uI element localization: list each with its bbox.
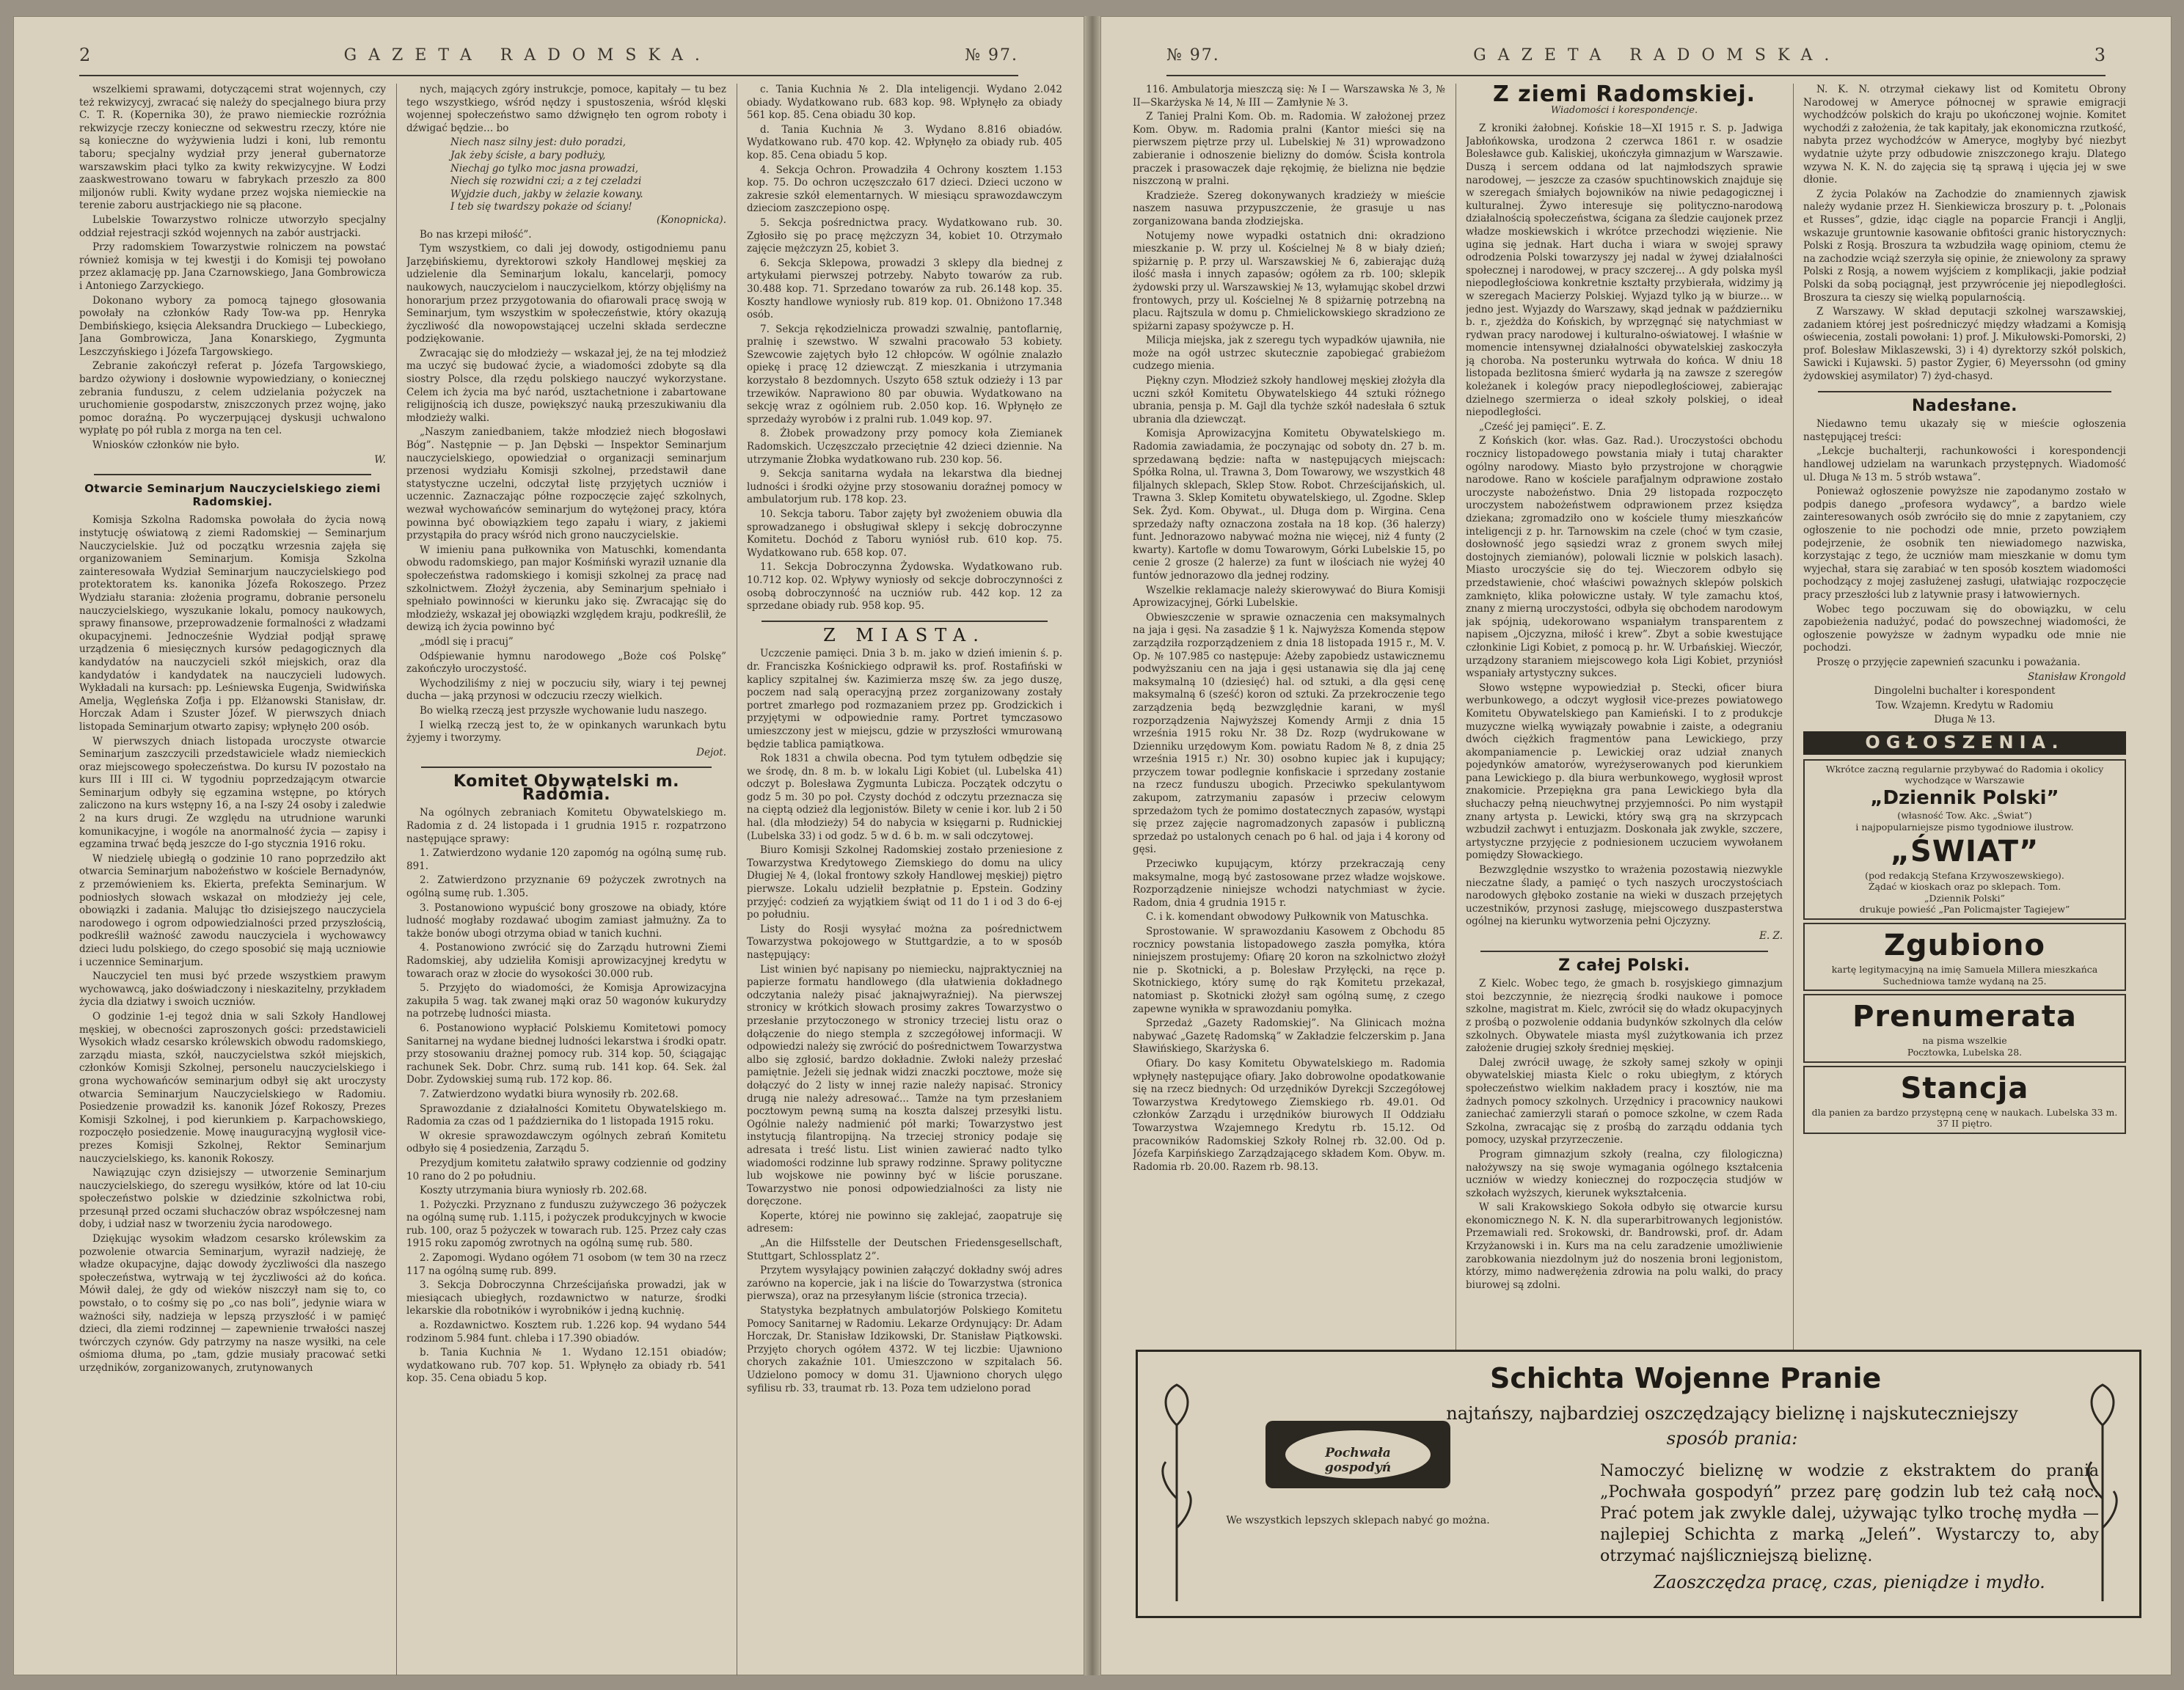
ad-zgubiono bbox=[1803, 923, 2126, 991]
article-paragraph: 9. Sekcja sanitarna wydała na lekarstwa dla biednej ludności i środki ożyjne przy stosowaniu doraźnej pomocy w ambulatorjum rub. 178 kop. 23. bbox=[747, 468, 1062, 506]
verse-line: Niech nasz silny jest: duło poradzi, bbox=[450, 136, 627, 149]
article-paragraph: Dziękując wysokim władzom cesarsko królewskim za pozwolenie otwarcia Seminarjum, wyraził nadzieję, że władze okupacyjne, dając dowody życzliwości dla naszego społeczeństwa, wytrwają w tej życzliwości aż do końca. Mówił dalej, że gdy od wieków niszczył nam się to, co powstało, o to cośmy się po „co nas boli”, jedynie wiara w ważności siły, nadzieja w lepszą przyszłość i w pamięć dzieci, dla ziemi rodzinnej — zapewnienie trwałości naszej twórczych czynów. Gdy patrzymy na nasze wysiłki, na cele ośmioma dłuma, po „tam, gdzie musiały pracować setki urzędników, zorganizowanych, zrutynowanych bbox=[79, 1233, 386, 1374]
column-rule bbox=[1793, 84, 1794, 1360]
article-paragraph: Listy do Rosji wysyłać można za pośrednictwem Towarzystwa pokojowego w Stuttgardzie, a to w sposób następujący: bbox=[747, 923, 1062, 961]
article-paragraph: N. K. N. otrzymał ciekawy list od Komitetu Obrony Narodowej w Ameryce północnej w sprawie emigracji wychodźców polskich do kraju po ukończonej wojnie. Komitet wychodźi z założenia, że tak kapitały, jak ekonomiczna rzutkość, nabyta przez wychodźców w Ameryce, mogłyby być niezbyt wydatnie użyte przy odbudowie zniszczonego kraju. Dlatego wzywa N. K. N. do zajęcia się tą sprawą i ujęcia jej w swe dłonie. bbox=[1803, 84, 2126, 186]
issue-number: № 97. bbox=[965, 45, 1018, 65]
article-paragraph: Sprawozdanie z działalności Komitetu Obywatelskiego m. Radomia za czas od 1 października do 1 listopada 1915 roku. bbox=[406, 1102, 726, 1128]
article-paragraph: Lubelskie Towarzystwo rolnicze utworzyło specjalny oddział rejestracji szkód wojennych na zabór austrjacki. bbox=[79, 213, 386, 239]
article-paragraph: 1. Pożyczki. Przyznano z funduszu zużywczego 36 pożyczek na ogólną sumę rub. 1.115, i pożyczek produkcyjnych w kwocie rub. 100, oraz 5 pożyczek w towarach rub. 125. Przez cały czas 1915 roku zapomóg zwrotnych na ogólną sumę rub. 580. bbox=[406, 1199, 726, 1250]
article-paragraph: Statystyka bezpłatnych ambulatorjów Polskiego Komitetu Pomocy Sanitarnej w Radomiu. Lekarze Ordynujący: Dr. Adam Horczak, Dr. Stanisław Idzikowski, Dr. Stanisław Piątkowski. Przyjęto chorych ogółem 4372. W tej liczbie: Ujawniono chorych zakaźnie 101. Umieszczono w szpitalach 56. Udzielono pomocy w domu 31. Ujawniono chorych ulęgo syfilisu rb. 33, traumat rb. 13. Poza tem udzielono porad bbox=[747, 1305, 1062, 1394]
article-paragraph: Wobec tego poczuwam się do obowiązku, w celu zapobieżenia nadużyć, podać do powszechnej wiadomości, że ogłoszenie powyższe w żadnym wypadku ode mnie nie pochodzi. bbox=[1803, 603, 2126, 654]
flower-ornament-icon bbox=[1158, 1381, 1195, 1601]
article-paragraph: Tym wszystkiem, co dali jej dowody, ostigodniemu panu Jarzębińskiemu, dyrektorowi szkoły Handlowej męskiej za udzielenie dla Seminarjum lokalu, kancelarji, pomocy naukowych, nauczycielom i nauczycielkom, którzy objęliśmy na honorarjum przez przygotowania do ofiarowali pracę swoją w Seminarjum, tym wszystkim w społeczeństwie, który okazują życzliwość dla nowopowstającej uczelni składa serdeczne podziękowanie. bbox=[406, 243, 726, 345]
article-paragraph: O godzinie 1-ej tegoż dnia w sali Szkoły Handlowej męskiej, w obecności zaproszonych gości: przedstawicieli Wysokich władz cesarsko królewskich obwodu radomskiego, zarządu miasta, szkół, nauczycielstwa szkół miejskich, członków Komisji Szkolnej, personelu nauczycielskiego i grona wychowańców seminarjum odbył się akt uroczysty otwarcia Seminarjum Nauczycielskiego w Radomiu. Posiedzenie prowadził ks. kanonik Józef Rokoszy, Prezes Komisji Szkolnej, i pod kierunkiem p. Karpachowskiego, rozpoczęło posiedzenie. Mowę inauguracyjną wygłosił vice-prezes Komisji Szkolnej, Rektor Seminarjum nauczycielskiego, ks. kanonik Rokoszy. bbox=[79, 1010, 386, 1165]
verse-line: Jak żeby ścisłe, a bary podłuży, bbox=[450, 149, 606, 161]
signature: Stanisław Krongold bbox=[2027, 670, 2126, 683]
article-paragraph: 4. Sekcja Ochron. Prowadziła 4 Ochrony kosztem 1.153 kop. 75. Do ochron uczęszczało 617 dzieci. Dzieci uczono w zakresie szkół elementarnych. W miesiącu sprawozdawczym dzieciom zaszczepiono ospę. bbox=[747, 164, 1062, 215]
right-column-3 bbox=[1803, 84, 2126, 1360]
article-paragraph: 116. Ambulatorja mieszczą się: № I — Warszawska № 3, № II—Skarżyska № 14, № III — Zamłynie № 3. bbox=[1133, 84, 1445, 109]
masthead: GAZETA RADOMSKA. bbox=[1473, 45, 1841, 65]
article-headline: Komitet Obywatelski m. Radomia. bbox=[453, 772, 679, 804]
article-paragraph: Komisja Aprowizacyjna Komitetu Obywatelskiego m. Radomia zawiadamia, że poczynając od soboty dn. 27 b. m. sprzedawaną będzie: nafta w następujących miejscach: Spółka Rolna, ul. Trawna 3, Dom Towarowy, we wszystkich 48 filjalnych sklepach, Sklep Stow. Robot. Chrześcijańskich, ul. Trawna 3. Sklep Komitetu obywatelskiego, ul. Zgodne. Sklep Sek. Żyd. Kom. Obywat., ul. Długa dom p. Wirgina. Cena sprzedaży nafty oznaczona została na 18 kop. (36 halerzy) funt. Jednorazowo nabywać można nie więcej, niż 4 funty (2 kwarty). Kartofle w domu Towarowym, Górki Lubelskie 15, po cenie 2 grosze (2 halerze) za funt w ilościach nie wyżej 40 funtów jednorazowo dla jednej rodziny. bbox=[1133, 428, 1445, 582]
signature: Dejot. bbox=[696, 746, 726, 758]
article-paragraph: Prezydjum komitetu załatwiło sprawy codziennie od godziny 10 rano do 2 po południu. bbox=[406, 1157, 726, 1182]
article-paragraph: Zebranie zakończył referat p. Józefa Targowskiego, bardzo ożywiony i dosłownie wypowiedziany, o koniecznej zebrania funduszu, z celem udzielania pożyczek na uruchomienie gospodarstw, zniszczonych przez wojnę, jako pomoc doraźną. Po wyczerpującej dyskusji uchwalono wypłatę po pół rubla z morga na ten cel. bbox=[79, 360, 386, 437]
ad-text: Pocztowka, Lubelska 28. bbox=[1907, 1046, 2023, 1058]
verse-line: Niech się rozwidni czi; a z tej czeladzi bbox=[450, 175, 642, 188]
ad-text: drukuje powieść „Pan Policmajster Tagiejew” bbox=[1859, 904, 2070, 915]
ad-stancja bbox=[1803, 1066, 2126, 1134]
article-paragraph: Dokonano wybory za pomocą tajnego głosowania powołały na członków Rady Tow-wa pp. Henryka Dembińskiego, księcia Aleksandra Druckiego — Lubeckiego, Jana Gombrowicza, Jana Konarskiego, Zygmunta Leszczyńskiego i Józefa Targowskiego. bbox=[79, 294, 386, 358]
article-paragraph: Zwracając się do młodzieży — wskazał jej, że na tej młodzież ma uczyć się budować życie, a wiadomości zdobyte są dla siostry Polsce, dla rzędu polskiego nauczyć wykorzystane. Celem ich życia ma być naród, usztachetnione i zabartowane religijnością ich dusze, powiększyć nauką przeszukiwaniu dla młodzieży walki. bbox=[406, 347, 726, 424]
article-paragraph: „Cześć jej pamięci”. E. Z. bbox=[1479, 420, 1606, 433]
ad-text: i najpopularniejsze pismo tygodniowe ilustrow. bbox=[1855, 821, 2074, 833]
article-paragraph: Bezwzględnie wszystko to wrażenia pozostawią niezwykle nieczatne ślady, a pamięć o tych naszych uroczystościach narodowych głęboko zostanie na wieki w duszach przejętych uczestników, przynosi zasługę, miejscowego duszpasterstwa ogólnej na kierunku wytworzenia pełni Ojczyzny. bbox=[1466, 864, 1783, 928]
left-column-2 bbox=[406, 84, 726, 1668]
signature-detail: Tow. Wzajemn. Kredytu w Radomiu bbox=[1875, 699, 2054, 712]
ad-text: Żądać w kioskach oraz po sklepach. Tom. bbox=[1868, 881, 2061, 893]
article-paragraph: Dalej zwrócił uwagę, że szkoły samej szkoły w opinji obywatelskiej miasta Kielc o roku ubiegłym, z których społeczeństwo wielkim nakładem pracy i kosztów, nie ma żadnych pomocy szkolnych. Urzędnicy i pracownicy naukowi zaniechać zamierzyli starań o pomoce szkolne, w czem Rada Szkolna, zwracając się z prośbą do zarządu oddania tych pomocy, uzyskał przyrzeczenie. bbox=[1466, 1056, 1783, 1146]
article-paragraph: Piękny czyn. Młodzież szkoły handlowej męskiej złożyła dla uczni szkół Komitetu Obywatelskiego 44 sztuki różnego ubrania, pensja p. M. Gajl dla tychże szkół nadesłała 6 sztuk ubrania dla dziewcząt. bbox=[1133, 375, 1445, 425]
ad-title: „Dziennik Polski” bbox=[1870, 786, 2059, 809]
article-paragraph: Wychodziliśmy z niej w poczuciu siły, wiary i tej pewnej ducha — jaką przynosi w odczuciu rzeczy wielkich. bbox=[406, 677, 726, 703]
schichta-subtitle-2: sposób prania: bbox=[1666, 1428, 1798, 1449]
article-paragraph: Notujemy nowe wypadki ostatnich dni: okradziono mieszkanie p. W. przy ul. Kościelnej № 8 w biały dzień; spiżarnię p. P. przy ul. Warszawskiej № 6, zabierając dużą ilość masła i innych zapasów; ogółem za rb. 100; sklepik żydowski przy ul. Warszawskiej № 13, wyłamując skobel drzwi frontowych, przy ul. Kościelnej № 8 spiżarnię potrzebną na placu. Rajtszula w domu p. Chmielickowskiego skradziono ze spiżarni zapasy spożywcze p. H. bbox=[1133, 230, 1445, 332]
ad-text: (własność Tow. Akc. „Świat”) bbox=[1897, 810, 2032, 822]
article-paragraph: 3. Sekcja Dobroczynna Chrześcijańska prowadzi, jak w miesiącach ubiegłych, rozdawnictwo w naturze, środki lekarskie dla robotników i wyrobników i jedną kuchnię. bbox=[406, 1279, 726, 1317]
article-paragraph: a. Rozdawnictwo. Kosztem rub. 1.226 kop. 94 wydano 544 rodzinom 5.984 funt. chleba i 17.390 obiadów. bbox=[406, 1320, 726, 1345]
article-paragraph: Przytem wysyłający powinien załączyć dokładny swój adres zarówno na kopercie, jak i na liście do Towarzystwa (stronica pierwsza), oraz na przesyłanym liście (stronica trzecia). bbox=[747, 1265, 1062, 1303]
article-paragraph: Proszę o przyjęcie zapewnień szacunku i poważania. bbox=[1816, 656, 2081, 668]
masthead: GAZETA RADOMSKA. bbox=[343, 45, 712, 65]
schichta-title: Schichta Wojenne Pranie bbox=[1490, 1362, 1882, 1394]
article-paragraph: Milicja miejska, jak z szeregu tych wypadków ujawniła, nie może na ogół ustrzec skutecznie zapobiegać grabieżom cudzego mienia. bbox=[1133, 334, 1445, 373]
ad-title: Stancja bbox=[1900, 1071, 2029, 1105]
ad-prenumerata bbox=[1803, 994, 2126, 1062]
verse-line: I teb się twardszy pokaże od ściany! bbox=[450, 201, 632, 213]
section-divider bbox=[421, 767, 712, 768]
article-paragraph: 2. Zatwierdzono przyznanie 69 pożyczek zwrotnych na ogólną sumę rub. 1.305. bbox=[406, 874, 726, 900]
section-title: Z MIASTA. bbox=[823, 624, 986, 645]
article-paragraph: 11. Sekcja Dobroczynna Żydowska. Wydatkowano rub. 10.712 kop. 02. Wpływy wyniosły od sekcje dobroczynności z osobą dobroczynność na uczniów rub. 442 kop. 12 za sprzedane obiady rub. 958 kop. 95. bbox=[747, 561, 1062, 612]
column-rule bbox=[396, 84, 397, 1675]
article-paragraph: 7. Zatwierdzono wydatki biura wynosiły rb. 202.68. bbox=[420, 1088, 679, 1100]
article-paragraph: Nauczyciel ten musi być przede wszystkiem prawym wychowawcą, jako doświadczony i nieskazitelny, przykładem życia dla dziatwy i swoich uczniów. bbox=[79, 970, 386, 1009]
article-paragraph: Słowo wstępne wypowiedział p. Stecki, oficer biura werbunkowego, a odczyt wygłosił vice-prezes powiatowego Komitetu Obywatelskiego pan Kamieński. I to z produkcje muzyczne wielką wywiązały powabnie i zaiste, a odegraniu dwóch ciężkich fragmentów pana Lewickiego, przy akompaniamencie p. Lewickiej oraz udział znanych pojedynków amatorów, wyreżyserowanych pod kierunkiem pana Lewickiego p. dla biura werbunkowego, wygłosił wprost znakomicie. Przepiękna gra pana Lewickiego była dla słuchaczy pełną nieuchwytnej przyjemności. Po nim wystąpił znany artysta p. Lewicki, który swą grą na skrzypcach wzbudził zachwyt i entuzjazm. Doskonała jak zwykle, szczere, artystyczne przyjęcie z podniesionem uczuciem wywołanem pomiędzy Słowackiego. bbox=[1466, 681, 1783, 862]
ads-header: OGŁOSZENIA. bbox=[1803, 731, 2126, 755]
article-paragraph: 5. Sekcja pośrednictwa pracy. Wydatkowano rub. 30. Zgłosiło się po pracę mężczyzn 34, kobiet 10. Otrzymało zajęcie mężczyzn 25, kobiet 3. bbox=[747, 216, 1062, 255]
article-paragraph: Na ogólnych zebraniach Komitetu Obywatelskiego m. Radomia z d. 24 listopada i 1 grudnia 1915 r. rozpatrzono następujące sprawy: bbox=[406, 807, 726, 845]
article-paragraph: Komisja Szkolna Radomska powołała do życia nową instytucję oświatową z ziemi Radomskiej — Seminarjum Nauczycielskie. Już od początku wrzesnia zajęła się organizowaniem Seminarjum. Komisja Szkolna zainteresowała Wydział Seminarjum nauczycielskiego pod protektoratem ks. kanonika Józefa Rokoszego. Przez Wydziału starania: złożenia programu, dobranie personelu nauczycielskiego, wyszukanie lokalu, pomocy naukowych, sprawy finansowe, przeprowadzenie formalności z władzami okupacyjnemi. Jednocześnie Wydział podjął sprawę urządzenia 6 miesięcznych kursów pedagogicznych dla kandydatów na nauczycieli szkół miejskich, oraz dla kandydatów i kandydatek na nauczycieli ludowych. Wykładali na kursach: pp. Leśniewska Eugenja, Swidwińska Amelja, Węgleńska Zofja i pp. Elżanowski Stanisław, dr. Horczak Adam i Szuster Józef. W pierwszych dniach listopada Seminarjum otwarto zapisy; wpłynęło 200 osób. bbox=[79, 514, 386, 733]
signature: W. bbox=[374, 453, 386, 466]
ad-title: „ŚWIAT” bbox=[1890, 834, 2039, 868]
left-column-3 bbox=[747, 84, 1062, 1668]
article-paragraph: Rok 1831 a chwila obecna. Pod tym tytułem odbędzie się we środę, dn. 8 m. b. w lokalu Ligi Kobiet (ul. Lubelska 41) odczyt p. Bolesława Zygmunta Lubicza. Początek odczytu o godz 5 m. 30 po poł. Czysty dochód z odczytu przeznacza się na cięptą odzież dla legjonistów. Bilety w cenie i kor. lub 2 i 50 hal. (dla młodzieży) 54 do nabycia w księgarni p. Rudnickiej (Lubelska 33) i od godz. 5 w d. 6 b. m. w sali odczytowej. bbox=[747, 753, 1062, 842]
article-paragraph: Przy radomskiem Towarzystwie rolniczem na powstać również komisja w tej kwestji i do Komisji tej powołano przez aklamację pp. Jana Czarnowskiego, Jana Gombrowicza i Antoniego Zarzyckiego. bbox=[79, 241, 386, 292]
article-paragraph: Uczczenie pamięci. Dnia 3 b. m. jako w dzień imienin ś. p. dr. Franciszka Kośnickiego odprawił ks. prof. Rostafiński w kaplicy szpitalnej św. Kazimierza mszę św. za jego duszę, poczem nad salą operacyjną przez zorganizowany zostały portret zmarłego pod rozmazaniem przez pp. Grodzickich i przyjętymi w odpowiednie ramy. Portret tymczasowo umieszczony jest w miejscu, gdzie w przyszłości wmurowaną będzie tablica pamiątkowa. bbox=[747, 648, 1062, 750]
ad-text: (pod redakcją Stefana Krzywoszewskiego). bbox=[1865, 869, 2064, 881]
verse-author: (Konopnicka). bbox=[657, 213, 726, 226]
article-paragraph: Wniosków członków nie było. bbox=[92, 439, 240, 452]
section-subhead: Wiadomości i korespondencje. bbox=[1550, 104, 1698, 116]
schichta-footer: Zaoszczędza pracę, czas, pieniądze i mydło. bbox=[1654, 1572, 2045, 1592]
signature: E. Z. bbox=[1759, 930, 1783, 942]
left-page bbox=[13, 16, 1084, 1675]
article-paragraph: W niedzielę ubiegłą o godzinie 10 rano poprzedziło akt otwarcia Seminarjum nabożeństwo w kościele Bernadynów, z przemówieniem ks. Ekierta, prefekta Seminarjum. W podniosłych słowach wskazał on młodzieży jej cele, obowiązki i zadania. Malując tło dzisiejszego nauczyciela narodowego i ogrom odpowiedzialności przed przyszłością, podkreślił ważność zawodu nauczyciela i wychowawcy dzieci ludu polskiego, do czego sposobić się mają uczniowie i uczennice Seminarjum. bbox=[79, 852, 386, 968]
ad-text: na pisma wszelkie bbox=[1922, 1035, 2007, 1047]
verse-line: Niechaj go tylko moc jasna prowadzi, bbox=[450, 162, 639, 175]
ad-title: Zgubiono bbox=[1884, 929, 2045, 962]
article-paragraph: „módl się i pracuj” bbox=[420, 635, 514, 648]
article-paragraph: Koszty utrzymania biura wyniosły rb. 202.68. bbox=[420, 1185, 647, 1197]
article-paragraph: 7. Sekcja rękodzielnicza prowadzi szwalnię, pantoflarnię, pralnię i szewstwo. W szwalni pracowało 53 kobiety. Szewcowie zajętych było 12 chłopców. W ogólnie znalazło opiekę i pracę 12 dziewcząt. Z mieszkania i utrzymania korzystało 8 bezdomnych. Uszyto 658 sztuk odzieży i 13 par trzewików. Naprawiono 80 par obuwia. Wydatkowano na sekcję wraz z ogólniem rub. 2.050 kop. 16. Wpłynęło ze sprzedaży wyrobów i z pralni rub. 1.049 kop. 97. bbox=[747, 323, 1062, 425]
schichta-advertisement bbox=[1136, 1350, 2141, 1618]
article-paragraph: 3. Postanowiono wypuścić bony groszowe na obiady, które ludność mogłaby rozdawać ubogim zamiast jałmużny. Za to także bonów ubogi otrzyma obiad w tanich kuchni. bbox=[406, 901, 726, 940]
left-header bbox=[79, 37, 1018, 73]
article-paragraph: W imieniu pana pułkownika von Matuschki, komendanta obwodu radomskiego, pan major Kośmiński wyraził uznanie dla społeczeństwa radomskiego i komisji szkolnej za pracę nad szkolnictwem. Złożył życzenia, aby Seminarjum spełniało i spełniało powinności w kierunku jako się. Zwracając się do młodzieży, wskazał jej obowiązki względem kraju, podkreślił, że dewizą ich życia powinno być bbox=[406, 544, 726, 634]
section-divider bbox=[1480, 951, 1768, 952]
article-paragraph: Ponieważ ogłoszenie powyższe nie zapodanymo zostało w podpis danego „profesora wydawcy”, a bardzo wiele zainteresowanych osób zwróciło się do mnie z zapytaniem, czy ogłoszenie to nie pochodzi ode mnie, przeto powziąłem podejrzenie, że osobnik ten niewiadomego nazwiska, korzystając z tego, że uczniów mam mieszkanie w domu tym wyjechał, stara się zarabiać w ten sposób kosztem wiadomości pochodzący z mojej zasłużenej zasługi, ułatwiając rozpoczęcie pracy przeszłości lub z latywnie prasy i łatwowiernych. bbox=[1803, 486, 2126, 601]
ad-text: „Dziennik Polski” bbox=[1924, 892, 2005, 904]
issue-number: № 97. bbox=[1166, 45, 1220, 65]
right-column-1 bbox=[1133, 84, 1445, 1360]
article-paragraph: b. Tania Kuchnia № 1. Wydano 12.151 obiadów; wydatkowano rub. 707 kop. 51. Wpłynęło za obiady rb. 541 kop. 35. Cena obiadu 5 kop. bbox=[406, 1347, 726, 1385]
article-paragraph: Niedawno temu ukazały się w mieście ogłoszenia następującej treści: bbox=[1803, 418, 2126, 443]
article-paragraph: Z Kielc. Wobec tego, że gmach b. rosyjskiego gimnazjum stoi bezczynnie, że niezręcią środki naukowe i pomoce szkolne, magistrat m. Kielc, zwrócił się do władz okupacyjnych z prośbą o pozwolenie oddania budynków szkolnych dla celów szkolnych. Obywatele miasta myśl zużytkowania ich przez założenie drugiej szkoły średniej męskiej. bbox=[1466, 978, 1783, 1055]
right-column-2 bbox=[1466, 84, 1783, 1360]
schichta-body: Namoczyć bieliznę w wodzie z ekstraktem do prania „Pochwała gospodyń” przez parę godzin lub też całą noc. Prać potem jak zwykle dalej, używając tylko trochę mydła — najlepiej Schichta z marką „Jeleń”. Wystarczy to, aby otrzymać najśliczniejszą bieliznę. bbox=[1600, 1462, 2099, 1565]
article-paragraph: Z Końskich (kor. włas. Gaz. Rad.). Uroczystości obchodu rocznicy listopadowego powstania miały i tutaj charakter ogólny narodowy. Miasto było przystrojone w chorągwie narodowe. Rano w kościele parafjalnym odprawione zostało uroczyste nabożeństwo. Dnia 29 listopada rozpoczęto uroczystem nabożeństwem odprawionem przez księdza dziekana; zgromadziło ono w kościele tłumy mieszkańców inteligencji z p. hr. Tarnowskim na czele (choć w tym czasie, dosłowność jego sąsiedzi wraz z gronem swych miłej dostojnych ziemianów), polowali licznie w polskich lasach). Miasto uroczyście się do tej. Wieczorem odbyło się przedstawienie, choć właściwi poważnych sklepów polskich zamknięto, klika połowiczne ustały. W tyle zamachu ktoś, znany z mierną uroczystości, odbyła się obchodem narodowym jak spójnią, udekorowano wspaniałym transparentem z napisem „Ojczyzna, miłość i krew”. Zbyt a sobie kwestujące członkinie Ligi Kobiet, z pomocą p. hr. W. Urbańskiej. Wieczór, urządzony staraniem miejscowego koła Ligi Kobiet, przyniósł wspaniały artystyczny sukces. bbox=[1466, 435, 1783, 680]
signature-detail: Dingolelni buchalter i korespondent bbox=[1874, 685, 2056, 698]
article-paragraph: C. i k. komendant obwodowy Pułkownik von Matuschka. bbox=[1146, 911, 1429, 923]
article-paragraph: Bo nas krzepi miłość”. bbox=[420, 228, 532, 241]
article-paragraph: Z życia Polaków na Zachodzie do znamiennych zjawisk należy wydanie przez H. Sienkiewicza broszury p. t. „Polonais et Russes”, gdzie, idąc ciągle na poparcie Francji i Anglji, wskazuje gruntownie kasowanie obfitości granic historycznych: Polski z Rosją. Broszura ta wzbudziła wagę opiniom, ctemu że na zachodzie wciąż szerzyła się opinie, że zniewolony za sprawy Polski z Rosją, a nowem wyjściem z komplikacji, jakie podział Polski da sobą pociągnął, jest przywrócenie jej niepodległości. Broszura ta cieszy się wielką popularnością. bbox=[1803, 188, 2126, 304]
section-divider bbox=[762, 621, 1048, 622]
article-paragraph: Bo wielką rzeczą jest przyszłe wychowanie ludu naszego. bbox=[420, 704, 707, 717]
ad-dziennik-polski bbox=[1803, 759, 2126, 921]
article-paragraph: d. Tania Kuchnia № 3. Wydano 8.816 obiadów. Wydatkowano rub. 470 kop. 42. Wpłynęło za obiady rub. 405 kop. 85. Cena obiadu 5 kop. bbox=[747, 123, 1062, 161]
article-paragraph: wszelkiemi sprawami, dotyczącemi strat wojennych, czy też rekwizycyj, zwracać się należy do specjalnego biura przy C. T. R. (Kopernika 30), że prawo niemieckie rozróżnia rekwizycje rzeczy konieczne od sekwestru rzeczy, które nie są konieczne do wyżywienia ludzi i koni, lub remontu taboru; specjalny wydział przy jenerał gubernatorze warszawskim płaci tylko za kwity rekwizycyjne. W Łodzi zaaskwestrowano towaru w fabrykach przeszło za 800 miljonów rubli. Kwity wydane przez wojska niemieckie na terenie zaboru austrjackiego nie są płacone. bbox=[79, 84, 386, 212]
article-paragraph: Z Taniej Pralni Kom. Ob. m. Radomia. W założonej przez Kom. Obyw. m. Radomia pralni (Kantor mieści się na pierwszem piętrze przy ul. Lubelskiej № 31) wprowadzono zabieranie i odnoszenie bielizny do domów. Ścisła kontrola praczek i prasowaczek daje rękojmię, że bielizna nie będzie niszczoną w pralni. bbox=[1133, 111, 1445, 188]
article-paragraph: Obwieszczenie w sprawie oznaczenia cen maksymalnych na jaja i gęsi. Na zasadzie § 1 k. Najwyższa Komenda stępow zarządziła rozporządzeniem z dnia 18 listopada 1915 r., M. V. Op. № 107.985 co następuje: Ażeby zapobiedz ustawicznemu podwyższaniu cen na jaja i gęsi ustanawia się dla jaj cenę maksymalną 10 (dziesięć) hal. od sztuki, a dla gęsi cenę maksymalną 6 (sześć) koron od sztuki. Za przekroczenie tego zarządzenia będą bezwzględnie karani, w myśl rozporządzenia Najwyższej Komendy Armji z dnia 15 września 1915 roku Nr. 38 Dz. Rozp (wydrukowane w Dzienniku urzędowym Kom. powiatu Radom № 8, z dnia 25 września 1915 r.) Nr. 30) osobno kupiec jak i kupujący; przyczem towar podlegnie konfiskacie i sprzedany zostanie na rzecz funduszu ubogich. Przeciwko spekulantywom zakupom, zatrzymaniu zapasów i przeciw celowym sprzedażom tych że pomimo dostatecznych zapasów, wystąpi się przez zajęcie nagromadzonych zapasów i publiczną sprzedaż po ustalonych cenach po 6 hal. od jaja i 4 korony od gęsi. bbox=[1133, 611, 1445, 856]
article-paragraph: Program gimnazjum szkoły (realna, czy filologiczna) nałożywszy na się swoje wymagania ogólnego kształcenia uczniów w wiedzy koniecznej do rozpoczęcia studjów w szkołach wyższych, kierunek wykształcenia. bbox=[1466, 1148, 1783, 1199]
article-headline: Otwarcie Seminarjum Nauczycielskiego ziemi Radomskiej. bbox=[84, 482, 381, 508]
article-paragraph: 2. Zapomogi. Wydano ogółem 71 osobom (w tem 30 na rzecz 117 na ogólną sumę rub. 899. bbox=[406, 1252, 726, 1277]
article-paragraph: 6. Postanowiono wypłacić Polskiemu Komitetowi pomocy Sanitarnej na wydane biednej ludności lekarstwa i środki opatr. przy stosowaniu drażnej pomocy rub. 314 kop. 50, ściągając rachunek Sek. Dobr. Chrz. sumą rub. 141 kop. 64. Sek. żal Dobr. Zydowskiej sumą rub. 172 kop. 86. bbox=[406, 1022, 726, 1086]
article-paragraph: nych, mających zgóry instrukcje, pomoce, kapitały — tu bez tego wszystkiego, wśród nędzy i spustoszenia, wśród klęski wojennej społeczeństwo samo dźwignęło ten ogrom roboty i dźwigać będzie… bo bbox=[406, 84, 726, 134]
section-divider bbox=[1818, 391, 2111, 392]
section-headline: Z całej Polski. bbox=[1558, 956, 1690, 975]
article-paragraph: Nawiązując czyn dzisiejszy — utworzenie Seminarjum nauczycielskiego, do szeregu wysiłków, które od lat 10-ciu społeczeństwo polskie w dziedzinie szkolnictwa robi, przesunął przed oczami słuchaczów obraz współczesnej nam doby, i udział nasz w tworzeniu życia narodowego. bbox=[79, 1167, 386, 1231]
section-headline: Nadesłane. bbox=[1912, 396, 2017, 415]
header-rule bbox=[1166, 75, 2106, 76]
article-paragraph: „Naszym zaniedbaniem, także młodzież niech błogosławi Bóg”. Następnie — p. Jan Dębski — Inspektor Seminarjum nauczycielskiego, opowiedział o organizacji seminarjum przenosi wydziału Komisji szkolnej, przedstawił dane statystyczne uczelni, odczytał listę przyjętych uczniów i uczennic. Zaznaczając półne rozpoczęcie zajęć szkolnych, wezwał wychowańców seminarjum do wytężonej pracy, która powinna być obowiązkiem tego zapału i wiary, z jakiemi przystąpiła do pracy wśród nich grono nauczycielskie. bbox=[406, 426, 726, 542]
right-header bbox=[1166, 37, 2106, 73]
schichta-caption: We wszystkich lepszych sklepach nabyć go można. bbox=[1226, 1515, 1490, 1526]
left-column-1 bbox=[79, 84, 386, 1668]
article-paragraph: I wielką rzeczą jest to, że w opinkanych warunkach bytu żyjemy i tworzymy. bbox=[406, 719, 726, 745]
article-paragraph: List winien być napisany po niemiecku, najpraktyczniej na papierze formatu handlowego (dla ułatwienia dokładnego odczytania należy pisać jaknajwyraźniej). Na pierwszej stronicy w krótkich słowach prosimy zakres Towarzystwo o przesłanie przytoczonego w stronicy trzeciej listu oraz o dołączenie do niego stempla z szczegółowej informacji. W odpowiedzi należy się zwrócić do pośrednictwem Towarzystwa albo się zgłosić, bardzo dokładnie. Zwłoki należy przesłać pamiętnie. Jeżeli się jednak widzi znaczki pocztowe, może się dołączyć do 2 listy w innej razie należy napisać. Stronicy drugą nie należy adresować... Tamże na tym przesłaniem pocztowym pewną sumą na koszta dalszej przesyłki listu. Ogólnie należy nadmienić pół marki; Towarzystwo jest instytucją filantropijną. Na trzeciej stronicy podaje się adresata i treść listu. List winien zawierać nadto tylko wiadomości rodzinne lub sprawy rodzinne. Sprawy polityczne lub wojskowe nie powinny być w liście poruszane. Towarzystwo nie ponosi odpowiedzialności za listy nie doręczone. bbox=[747, 963, 1062, 1208]
article-paragraph: 4. Postanowiono zwrócić się do Zarządu hutrowni Ziemi Radomskiej, aby udzieliła Komisji aprowizacyjnej kredytu w towarach oraz w złocie do wysokości 30.000 rub. bbox=[406, 942, 726, 980]
page-fold bbox=[1084, 16, 1100, 1675]
article-paragraph: Przeciwko kupującym, którzy przekraczają ceny maksymalne, mogą być zastosowane przez władze wojskowe. Rozporządzenie niniejsze wchodzi natychmiast w życie. Radom, dnia 4 grudnia 1915 r. bbox=[1133, 858, 1445, 909]
schichta-subtitle: najtańszy, najbardziej oszczędzający bieliznę i najskuteczniejszy bbox=[1446, 1403, 2018, 1424]
ad-text: dla panien za bardzo przystępną cenę w naukach. Lubelska 33 m. 37 II piętro. bbox=[1811, 1106, 2118, 1130]
header-rule bbox=[79, 75, 1018, 76]
section-headline: Z ziemi Radomskiej. bbox=[1492, 84, 1756, 107]
article-paragraph: Kradzieże. Szereg dokonywanych kradzieży w mieście naszem nasuwa przypuszczenie, że grasuje u nas zorganizowana banda złodziejska. bbox=[1133, 189, 1445, 227]
signature-detail: Długa № 13. bbox=[1934, 714, 1995, 726]
article-paragraph: W okresie sprawozdawczym ogólnych zebrań Komitetu odbyło się 4 posiedzenia, Zarządu 5. bbox=[406, 1130, 726, 1155]
verse-line: Wyjdzie duch, jakby w żelazie kowany. bbox=[450, 188, 643, 200]
article-paragraph: 8. Żłobek prowadzony przy pomocy koła Ziemianek Radomskich. Uczęszczało przeciętnie 42 dzieci dziennie. Na utrzymanie Żłobka wydatkowano rub. 230 kop. 56. bbox=[747, 428, 1062, 466]
section-divider bbox=[94, 474, 371, 475]
article-paragraph: 5. Przyjęto do wiadomości, że Komisja Aprowizacyjna zakupiła 5 wag. tak zwanej mąki oraz 50 wagonów kukurydzy na potrzebę ludności miasta. bbox=[406, 982, 726, 1020]
article-paragraph: Z kroniki żałobnej. Końskie 18—XI 1915 r. S. p. Jadwiga Jabłońkowska, urodzona 2 czerwca 1861 r. w osadzie Bolesławce gub. Kaliskiej, ukończyła gimnazjum w Warszawie. Duszą i sercem oddana od lat najmłodszych sprawie narodowej, — jeszcze za czasów spuchtinowskich znajduje się w szeregach śmiałych bojowników na niwie pedagogicznej i kulturalnej. Żywo interesuje się polityczno-narodową działalnością społeczeństwa, ścigana za śledzie caujonek przez władze moskiewskich i wkrótce przechodzi więzienie. Nie ugina się jednak. Hart ducha i wiara w swojej sprawy odrodzenia Polski towarzyszy jej nadal w żywej działalności społecznej i narodowej, w pracy szczerej... A gdy polska myśl niepodległościowa konkretnie kształty przybierała, widzimy ją w szeregach Macierzy Polskiej. Wyjazd tylko ją w biurze... w jedno jest. Wyjazdy do Warszawy, skąd jednak w październiku b. r., zjeżdża do Końskich, by wprzęgnąć się natychmiast w rydwan pracy narodowej i kulturalno-oświatowej. I właśnie w momencie intensywnej działalności obywatelskiej zaskoczyła ją choroba. Na posterunku wytrwała do końca. W dniu 18 listopada bezlitosna śmierć wydarła ją na zawsze z szeregów koleżanek i kolegów pracy niepodległościowej, zabierając dzielnego szermierza o ideał szkoły polskiej, o ideał niepodległości. bbox=[1466, 122, 1783, 419]
article-paragraph: c. Tania Kuchnia № 2. Dla inteligencji. Wydano 2.042 obiady. Wydatkowano rub. 683 kop. 98. Wpłynęło za obiady 561 kop. 85. Cena obiadu 30 kop. bbox=[747, 84, 1062, 122]
ad-title: Prenumerata bbox=[1852, 1000, 2077, 1034]
ad-text: Wkrótce zaczną regularnie przybywać do Radomia i okolicy wychodzące w Warszawie bbox=[1825, 763, 2104, 786]
article-paragraph: 6. Sekcja Sklepowa, prowadzi 3 sklepy dla biednej z artykułami pierwszej potrzeby. Nabyto towarów za rub. 30.488 kop. 71. Sprzedano towarów za rub. 26.148 kop. 35. Koszty handlowe wyniosły rub. 819 kop. 01. Obniżono 17.348 osób. bbox=[747, 257, 1062, 321]
article-paragraph: 1. Zatwierdzono wydanie 120 zapomóg na ogólną sumę rub. 891. bbox=[406, 847, 726, 872]
article-paragraph: „An die Hilfsstelle der Deutschen Friedensgesellschaft, Stuttgart, Schlossplatz 2”. bbox=[747, 1237, 1062, 1262]
seal-text: Pochwała gospodyń bbox=[1324, 1446, 1392, 1475]
article-paragraph: Odśpiewanie hymnu narodowego „Boże coś Polskę” zakończyło uroczystość. bbox=[406, 650, 726, 676]
article-paragraph: Z Warszawy. W skład deputacji szkolnej warszawskiej, zadaniem której jest pośredniczyć między władzami a Komisją oświecenia, zostali powołani: 1) prof. J. Mikułowski-Pomorski, 2) prof. Bolesław Miklaszewski, 3) i 4) dyrektorzy szkół polskich, Sawicki i Kujawski. 5) pastor Zygier, 6) Meyerssohn (od gminy żydowskiej asymilator) 7) żyd-chasyd. bbox=[1803, 306, 2126, 383]
ad-text: kartę legitymacyjną na imię Samuela Millera mieszkańca Suchedniowa tamże wydaną na 25. bbox=[1831, 964, 2098, 987]
article-paragraph: Wszelkie reklamacje należy skierowywać do Biura Komisji Aprowizacyjnej, Górki Lubelskie. bbox=[1133, 584, 1445, 610]
page-number: 2 bbox=[79, 45, 91, 65]
article-paragraph: Ofiary. Do kasy Komitetu Obywatelskiego m. Radomia wpłynęły następujące ofiary. Jako dobrowolne opodatkowanie się na rzecz biednych: Od urzędników Dyrekcji Szczegółowej Towarzystwa Kredytowego Ziemskiego rb. 49.01. Od członków Zarządu i urzędników biurowych II Oddziału Towarzystwa Wzajemnego Kredytu rb. 15.12. Od pracowników Radomskiej Szkoły Rolnej rb. 32.00. Od p. Józefa Karpińskiego Zarządzającego składem Kom. Obyw. m. Radomia rb. 20.00. Razem rb. 98.13. bbox=[1133, 1057, 1445, 1173]
article-paragraph: „Lekcje buchalterji, rachunkowości i korespondencji handlowej udzielam na warunkach przystępnych. Wiadomość ul. Długa № 13 m. 5 strób wstawa”. bbox=[1803, 445, 2126, 483]
article-paragraph: Sprzedaż „Gazety Radomskiej”. Na Glinicach można nabywać „Gazetę Radomską” w Zakładzie felczerskim p. Jana Sławińskiego, Skarżyska 6. bbox=[1133, 1017, 1445, 1056]
article-paragraph: Sprostowanie. W sprawozdaniu Kasowem z Obchodu 85 rocznicy powstania listopadowego zaszła pomyłka, która niniejszem prostujemy: Ofiarę 20 koron na szkolnictwo złożył nie p. Skotnicki, a p. Bolesław Przyłęcki, na ręce p. Skotnickiego, który sumę do rąk Komitetu przekazał, natomiast p. Skotnicki złożył sam ogólną sumę, z czego zapewne wynikła w sprawozdaniu pomyłka. bbox=[1133, 926, 1445, 1015]
page-number: 3 bbox=[2094, 45, 2106, 65]
article-paragraph: W sali Krakowskiego Sokoła odbyło się otwarcie kursu ekonomicznego N. K. N. dla superarbitrowanych legjonistów. Przemawiali red. Srokowski, dr. Bandrowski, prof. dr. Adam Krzyżanowski i in. Kurs ma na celu zaradzenie umożliwienie zarobkowania niezdolnym już do noszenia broni legjonistom, którzy, mimo nadwerężenia zdrowia na polu walki, do pracy biurowej są zdolni. bbox=[1466, 1201, 1783, 1291]
article-paragraph: Koperte, której nie powinno się zaklejać, zaopatruje się adresem: bbox=[747, 1210, 1062, 1235]
article-paragraph: W pierwszych dniach listopada uroczyste otwarcie Seminarjum zaszczycili przedstawiciele władz niemieckich oraz miejscowego społeczeństwa. Do kursu IV pozostało na kurs III i III ci. W tygodniu poprzedzającym otwarcie Seminarjum odbyły się egzamina wstępne, po których zaliczono na kurs wstępny 16, a na I-szy 24 osoby i zaledwie 2 na kurs drugi. Ze względu na utrudnione warunki komunikacyjne, i wogóle na anormalność życia — zapisy i egzamina trwać będą jeszcze do I-go stycznia 1916 roku. bbox=[79, 735, 386, 851]
article-paragraph: Biuro Komisji Szkolnej Radomskiej zostało przeniesione z Towarzystwa Kredytowego Ziemskiego do domu na ulicy Długiej № 4, (lokal frontowy szkoły Handlowej męskiej) piętro pierwsze. Lokalu udzielił bezpłatnie p. Epstein. Godziny przyjęć: codzień za wyjątkiem świąt od 11 do 1 i od 3 do 6-ej po południu. bbox=[747, 844, 1062, 921]
article-paragraph: 10. Sekcja taboru. Tabor zajęty był zwożeniem obuwia dla sprowadzanego i obsługiwał sklepy i sekcję dobroczynne Komitetu. Dochód z Taboru wyniósł rub. 610 kop. 75. Wydatkowano rub. 658 kop. 07. bbox=[747, 508, 1062, 559]
